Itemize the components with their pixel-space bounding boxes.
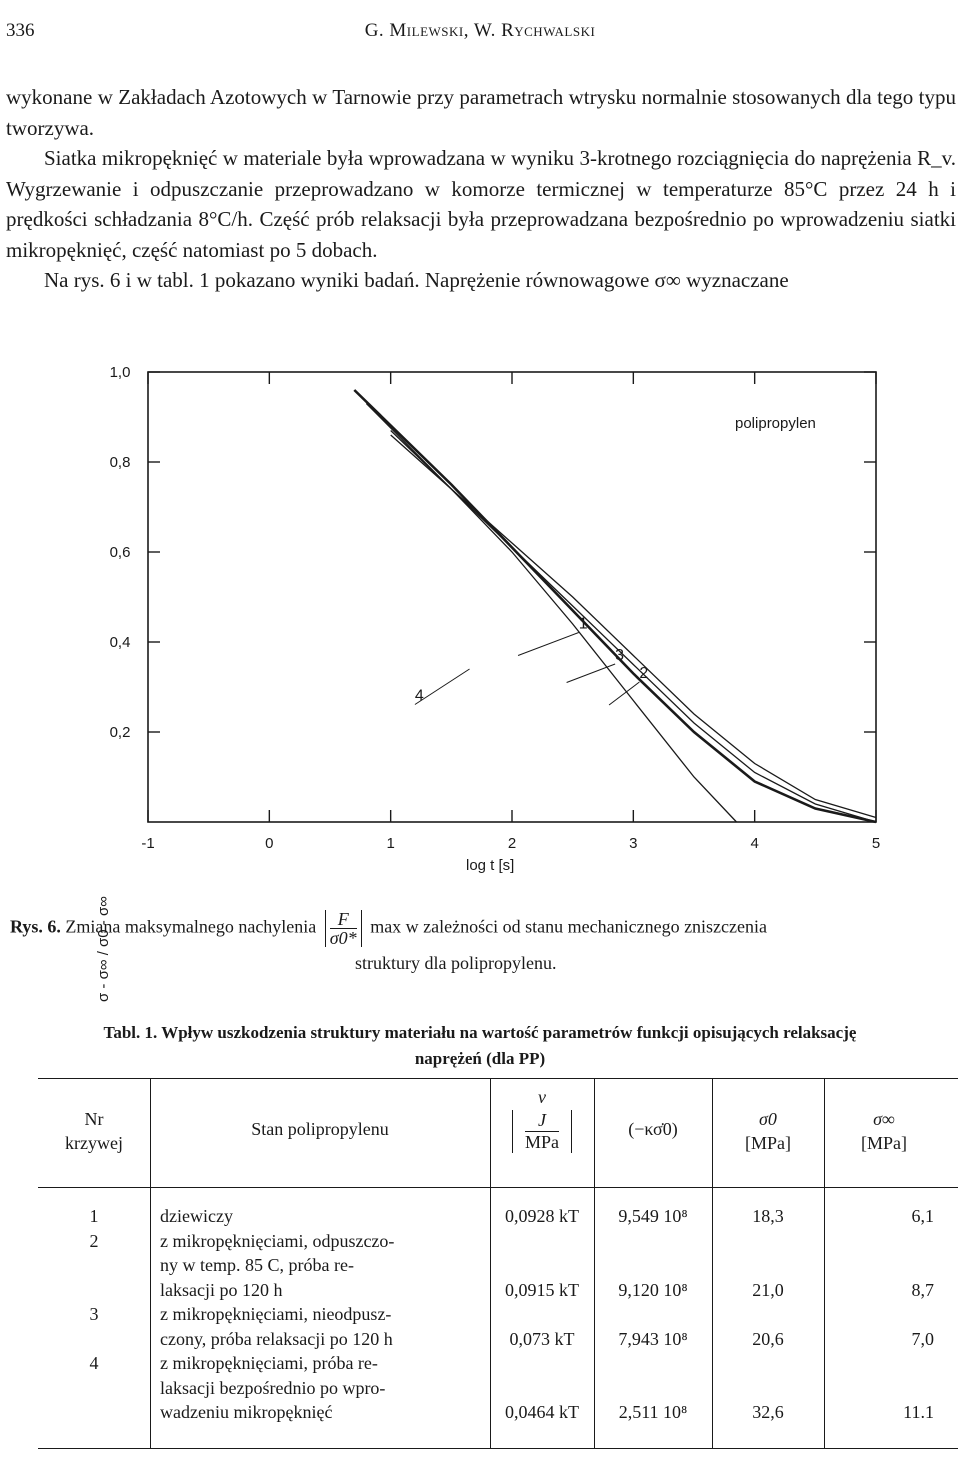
figure-caption [10, 910, 950, 974]
fraction-denominator: σ0* [329, 928, 357, 948]
header-v [490, 1087, 594, 1153]
table-body [38, 1188, 958, 1448]
cell-stan: ny w temp. 85 C, próba re- [160, 1255, 354, 1275]
body-text [6, 82, 956, 296]
cell-sinf: 7,0 [911, 1328, 934, 1349]
x-tick-label: 1 [386, 835, 395, 852]
curve-label: 3 [615, 647, 625, 664]
x-tick-label: 0 [265, 835, 274, 852]
axis-ticks [148, 372, 876, 822]
y-tick-label: 0,4 [109, 634, 131, 651]
cell-v: 0,0928 kT [505, 1206, 579, 1226]
y-tick-label: 0,8 [109, 454, 131, 471]
curve-4 [391, 431, 737, 823]
header-nr [38, 1107, 150, 1155]
fraction-numerator: F [330, 910, 357, 929]
header-s0-symbol: σ0 [759, 1109, 777, 1129]
table-title-line-2: naprężeń (dla PP) [414, 1049, 546, 1068]
header-v-den: MPa [524, 1132, 559, 1152]
cell-s0: 20,6 [752, 1328, 784, 1349]
cell-stan: z mikropęknięciami, próba re- [160, 1353, 378, 1373]
chart-annotation: polipropylen [735, 415, 816, 432]
y-tick-label: 1,0 [109, 364, 131, 381]
cell-stan: z mikropęknięciami, odpuszczo- [160, 1230, 395, 1251]
cell-stan: wadzeniu mikropęknięć [160, 1402, 333, 1422]
paragraph-3: Na rys. 6 i w tabl. 1 pokazano wyniki badań. Naprężenie równowagowe σ∞ wyznaczane [44, 268, 789, 292]
x-tick-label: 5 [871, 835, 881, 852]
cell-stan: laksacji po 120 h [160, 1279, 283, 1300]
cell-nr: 3 [89, 1304, 99, 1324]
cell-stan: z mikropęknięciami, nieodpusz- [160, 1304, 392, 1324]
header-sinf [824, 1107, 944, 1155]
cell-v: 0,073 kT [509, 1328, 575, 1349]
cell-stan: czony, próba relaksacji po 120 h [160, 1328, 393, 1349]
x-tick-label: 2 [507, 835, 517, 852]
x-axis-label: log t [s] [466, 857, 515, 874]
cell-s0: 18,3 [752, 1206, 784, 1226]
curve-2 [391, 435, 876, 818]
paragraph-1: wykonane w Zakładach Azotowych w Tarnowie przy parametrach wtrysku normalnie stosowanych dla tego typu tworzywa. [6, 85, 956, 140]
cell-sinf: 11.1 [903, 1402, 934, 1422]
table-title-line-1: Tabl. 1. Wpływ uszkodzenia struktury materiału na wartość parametrów funkcji opisujących relaksację [103, 1023, 857, 1042]
curves [354, 390, 876, 822]
curve-label: 2 [639, 665, 649, 682]
curve-3 [354, 390, 876, 822]
y-tick-label: 0,6 [109, 544, 131, 561]
curve-label-leader [567, 664, 616, 683]
header-nr-line2: krzywej [65, 1133, 123, 1153]
cell-s0: 32,6 [752, 1402, 784, 1422]
cell-kappa: 7,943 10⁸ [618, 1328, 688, 1349]
caption-text-before: Zmiana maksymalnego nachylenia [65, 916, 317, 937]
header-sinf-unit: [MPa] [861, 1133, 907, 1153]
caption-fraction [325, 910, 362, 947]
cell-nr: 4 [89, 1353, 99, 1373]
y-tick-label: 0,2 [109, 724, 131, 741]
caption-line-2: struktury dla polipropylenu. [355, 953, 557, 973]
tick-labels [110, 364, 881, 852]
header-s0-unit: [MPa] [745, 1133, 791, 1153]
header-sinf-symbol: σ∞ [873, 1109, 895, 1129]
cell-stan: laksacji bezpośrednio po wpro- [160, 1377, 386, 1398]
curve-label: 4 [414, 687, 424, 705]
header-s0 [712, 1107, 824, 1155]
parameters-table [38, 1078, 958, 1449]
y-axis-label: σ - σ∞ / σ0 - σ∞ [95, 896, 112, 1002]
curve-label-leader [518, 633, 579, 656]
table-title [0, 1020, 960, 1072]
cell-kappa: 9,120 10⁸ [618, 1279, 688, 1300]
cell-kappa: 9,549 10⁸ [618, 1206, 688, 1226]
header-v-num: J [525, 1110, 559, 1132]
curve-label: 1 [578, 615, 588, 633]
cell-nr: 1 [89, 1206, 99, 1226]
cell-s0: 21,0 [752, 1279, 784, 1300]
cell-sinf: 6,1 [911, 1206, 934, 1226]
header-v-symbol: v [538, 1087, 546, 1107]
running-header-authors: G. Milewski, W. Rychwalski [364, 20, 596, 41]
paragraph-2: Siatka mikropęknięć w materiale była wprowadzana w wyniku 3-krotnego rozciągnięcia do naprężenia R_v. Wygrzewanie i odpuszczanie przeprowadzano w komorze termicznej w temperaturze 85°C przez 24 h i prędkości schładzania 8°C/h. Część prób relaksacji była przeprowadzana bezpośrednio po wprowadzeniu siatki mikropęknięć, część natomiast po 5 dobach. [6, 146, 956, 262]
table-header [38, 1079, 958, 1187]
x-tick-label: 3 [629, 835, 638, 852]
cell-nr: 2 [89, 1230, 99, 1251]
page-number: 336 [6, 20, 35, 41]
x-tick-label: -1 [141, 835, 155, 852]
header-stan: Stan polipropylenu [251, 1119, 389, 1139]
cell-kappa: 2,511 10⁸ [618, 1402, 688, 1422]
cell-v: 0,0915 kT [505, 1279, 579, 1300]
cell-stan: dziewiczy [160, 1206, 233, 1226]
header-kappa: (−κσ̇0) [628, 1119, 678, 1139]
curve-1 [366, 404, 876, 823]
header-nr-line1: Nr [84, 1109, 104, 1129]
x-tick-label: 4 [750, 835, 759, 852]
caption-text-after: max w zależności od stanu mechanicznego zniszczenia [370, 916, 768, 937]
cell-v: 0,0464 kT [505, 1402, 579, 1422]
plot-frame [148, 372, 876, 822]
cell-sinf: 8,7 [911, 1279, 934, 1300]
caption-label: Rys. 6. [10, 916, 61, 937]
